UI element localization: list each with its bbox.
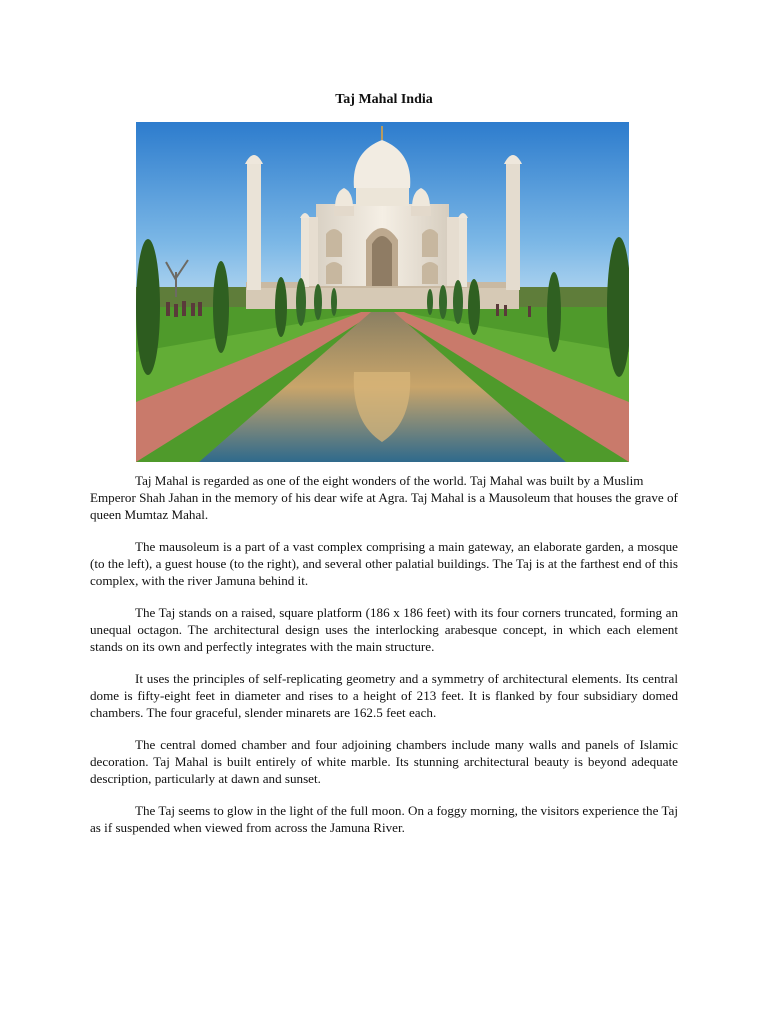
page-title: Taj Mahal India	[335, 92, 433, 107]
article-body	[90, 472, 678, 851]
paragraph-platform: The Taj stands on a raised, square platform (186 x 186 feet) with its four corners truncated, forming an unequal octagon. The architectural design uses the interlocking arabesque concept, in which each element stands on its own and perfectly integrates with the main structure.	[90, 605, 678, 654]
paragraph-complex: The mausoleum is a part of a vast complex comprising a main gateway, an elaborate garden, a mosque (to the left), a guest house (to the right), and several other palatial buildings. The Taj is at the farthest end of this complex, with the river Jamuna behind it.	[90, 539, 678, 588]
paragraph-intro: Taj Mahal is regarded as one of the eight wonders of the world. Taj Mahal was built by a Muslim Emperor Shah Jahan in the memory of his dear wife at Agra. Taj Mahal is a Mausoleum that houses the grave of queen Mumtaz Mahal.	[90, 473, 678, 522]
paragraph-moonlight: The Taj seems to glow in the light of the full moon. On a foggy morning, the visitors experience the Taj as if suspended when viewed from across the Jamuna River.	[90, 803, 678, 835]
paragraph-decoration: The central domed chamber and four adjoining chambers include many walls and panels of Islamic decoration. Taj Mahal is built entirely of white marble. Its stunning architectural beauty is beyond adequate description, particularly at dawn and sunset.	[90, 737, 678, 786]
taj-mahal-photo	[136, 122, 629, 462]
paragraph-geometry: It uses the principles of self-replicating geometry and a symmetry of architectural elements. Its central dome is fifty-eight feet in diameter and rises to a height of 213 feet. It is flanked by four subsidiary domed chambers. The four graceful, slender minarets are 162.5 feet each.	[90, 671, 678, 720]
